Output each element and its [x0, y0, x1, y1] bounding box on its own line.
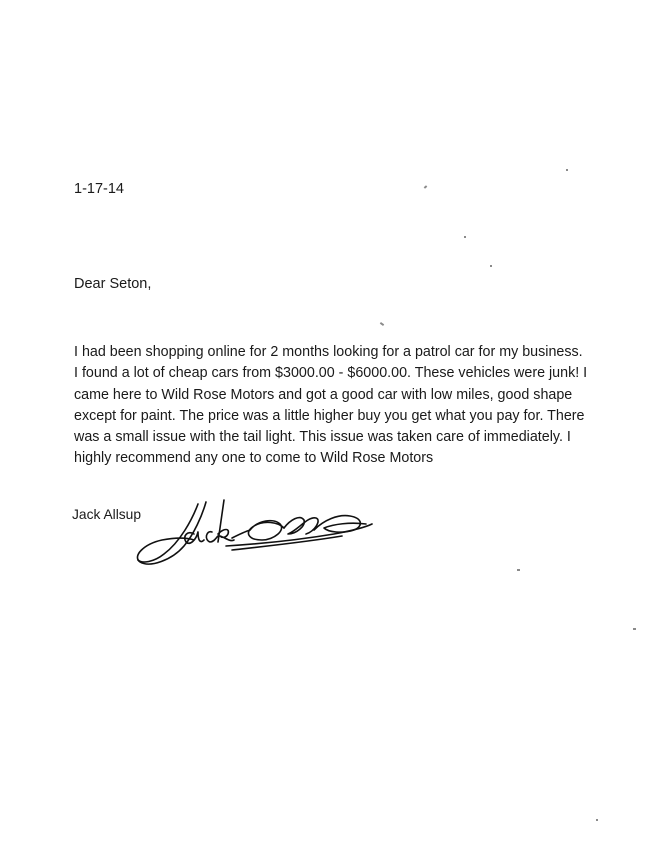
scan-speck [517, 569, 520, 571]
signer-name: Jack Allsup [72, 507, 142, 522]
body-line: highly recommend any one to come to Wild Rose Motors [74, 450, 434, 467]
scan-speck [464, 236, 466, 238]
body-line: was a small issue with the tail light. This issue was taken care of immediately. I [74, 429, 571, 446]
body-line: I found a lot of cheap cars from $3000.00 - $6000.00. These vehicles were junk! I [74, 365, 588, 382]
body-line: came here to Wild Rose Motors and got a good car with low miles, good shape [74, 386, 573, 403]
letter-date: 1-17-14 [74, 181, 124, 197]
scan-speck [424, 185, 428, 188]
letter-body [74, 342, 594, 470]
scan-speck [566, 169, 568, 171]
salutation: Dear Seton, [74, 276, 152, 292]
scan-speck [490, 265, 492, 267]
body-line: except for paint. The price was a little higher buy you get what you pay for. There [74, 407, 585, 424]
handwritten-signature [128, 494, 378, 574]
scan-speck [380, 322, 384, 326]
scan-speck [633, 628, 636, 630]
body-line: I had been shopping online for 2 months looking for a patrol car for my business. [74, 344, 583, 360]
scan-speck [596, 819, 598, 821]
